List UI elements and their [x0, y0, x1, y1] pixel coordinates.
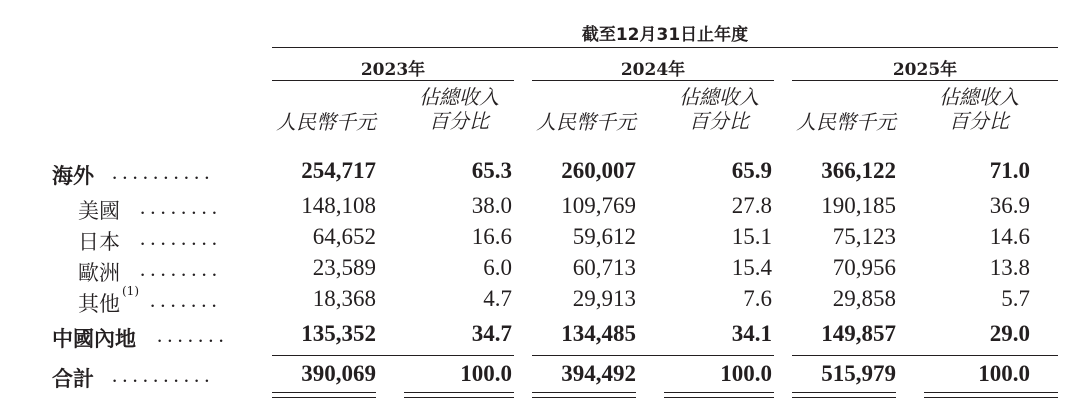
col-unit-amount-2024: 人民幣千元 — [536, 112, 636, 134]
year-rule-2024 — [532, 80, 774, 81]
col-unit-amount-2025: 人民幣千元 — [796, 112, 896, 134]
leader-dots: .......... — [112, 363, 215, 387]
percent-cell: 13.8 — [989, 255, 1030, 280]
col-unit-pct-line1: 佔總收入 — [939, 87, 1019, 109]
percent-cell: 5.7 — [1001, 286, 1030, 311]
total-double-rule — [404, 392, 514, 393]
percent-cell: 38.0 — [471, 193, 512, 218]
amount-cell: 366,122 — [821, 158, 896, 183]
amount-cell: 75,123 — [832, 224, 896, 249]
total-double-rule — [664, 392, 774, 393]
col-unit-amount-2023: 人民幣千元 — [276, 112, 376, 134]
percent-cell: 100.0 — [978, 361, 1030, 386]
percent-cell: 34.7 — [471, 321, 512, 346]
year-rule-2023 — [272, 80, 514, 81]
amount-cell: 390,069 — [301, 361, 376, 386]
col-unit-pct-line2: 百分比 — [689, 111, 749, 133]
footnote-marker: (1) — [122, 284, 139, 298]
amount-cell: 64,652 — [312, 224, 376, 249]
percent-cell: 100.0 — [720, 361, 772, 386]
percent-cell: 34.1 — [731, 321, 772, 346]
percent-cell: 65.9 — [731, 158, 772, 183]
col-unit-pct-line1: 佔總收入 — [419, 87, 499, 109]
amount-cell: 254,717 — [301, 158, 376, 183]
total-double-rule — [532, 397, 636, 398]
percent-cell: 27.8 — [731, 193, 772, 218]
total-double-rule — [664, 397, 774, 398]
amount-cell: 394,492 — [561, 361, 636, 386]
header-rule — [272, 47, 1058, 48]
row-label: 日本 — [78, 230, 120, 254]
percent-cell: 6.0 — [483, 255, 512, 280]
amount-cell: 59,612 — [572, 224, 636, 249]
col-unit-pct-line2: 百分比 — [949, 111, 1009, 133]
leader-dots: ........ — [140, 257, 222, 281]
col-unit-pct-line1: 佔總收入 — [679, 87, 759, 109]
col-unit-pct-2025 — [924, 86, 1034, 134]
amount-cell: 148,108 — [301, 193, 376, 218]
total-double-rule — [924, 392, 1058, 393]
percent-cell: 36.9 — [989, 193, 1030, 218]
total-double-rule — [924, 397, 1058, 398]
amount-cell: 70,956 — [832, 255, 896, 280]
leader-dots: ........ — [140, 195, 222, 219]
amount-cell: 135,352 — [301, 321, 376, 346]
row-label: 美國 — [78, 199, 120, 223]
total-double-rule — [404, 397, 514, 398]
amount-cell: 18,368 — [312, 286, 376, 311]
amount-cell: 109,769 — [561, 193, 636, 218]
year-2023-heading: 2023年 — [360, 60, 426, 80]
amount-cell: 23,589 — [312, 255, 376, 280]
percent-cell: 14.6 — [989, 224, 1030, 249]
subtotal-rule-2025 — [792, 355, 1058, 356]
subtotal-rule-2023a — [272, 355, 514, 356]
leader-dots: .......... — [112, 160, 215, 184]
year-rule-2025 — [792, 80, 1058, 81]
percent-cell: 71.0 — [989, 158, 1030, 183]
row-label: 其他 — [78, 292, 120, 316]
percent-cell: 29.0 — [989, 321, 1030, 346]
percent-cell: 100.0 — [460, 361, 512, 386]
total-double-rule — [792, 397, 896, 398]
amount-cell: 260,007 — [561, 158, 636, 183]
leader-dots: ....... — [150, 288, 222, 312]
row-label: 歐洲 — [78, 261, 120, 285]
row-label: 中國內地 — [52, 327, 136, 351]
total-double-rule — [272, 392, 376, 393]
percent-cell: 16.6 — [471, 224, 512, 249]
amount-cell: 515,979 — [821, 361, 896, 386]
amount-cell: 29,913 — [572, 286, 636, 311]
total-double-rule — [272, 397, 376, 398]
total-double-rule — [532, 392, 636, 393]
leader-dots: ....... — [157, 323, 229, 347]
year-2024-heading: 2024年 — [620, 60, 686, 80]
percent-cell: 7.6 — [743, 286, 772, 311]
percent-cell: 15.4 — [731, 255, 772, 280]
percent-cell: 4.7 — [483, 286, 512, 311]
col-unit-pct-2024 — [664, 86, 774, 134]
leader-dots: ........ — [140, 226, 222, 250]
total-double-rule — [792, 392, 896, 393]
amount-cell: 134,485 — [561, 321, 636, 346]
amount-cell: 149,857 — [821, 321, 896, 346]
amount-cell: 190,185 — [821, 193, 896, 218]
row-label: 海外 — [52, 164, 94, 188]
subtotal-rule-2024 — [532, 355, 774, 356]
period-header: 截至12月31日止年度 — [581, 25, 749, 45]
col-unit-pct-2023 — [404, 86, 514, 134]
percent-cell: 65.3 — [471, 158, 512, 183]
amount-cell: 60,713 — [572, 255, 636, 280]
col-unit-pct-line2: 百分比 — [429, 111, 489, 133]
percent-cell: 15.1 — [731, 224, 772, 249]
amount-cell: 29,858 — [832, 286, 896, 311]
row-label: 合計 — [52, 367, 94, 391]
year-2025-heading: 2025年 — [892, 60, 958, 80]
